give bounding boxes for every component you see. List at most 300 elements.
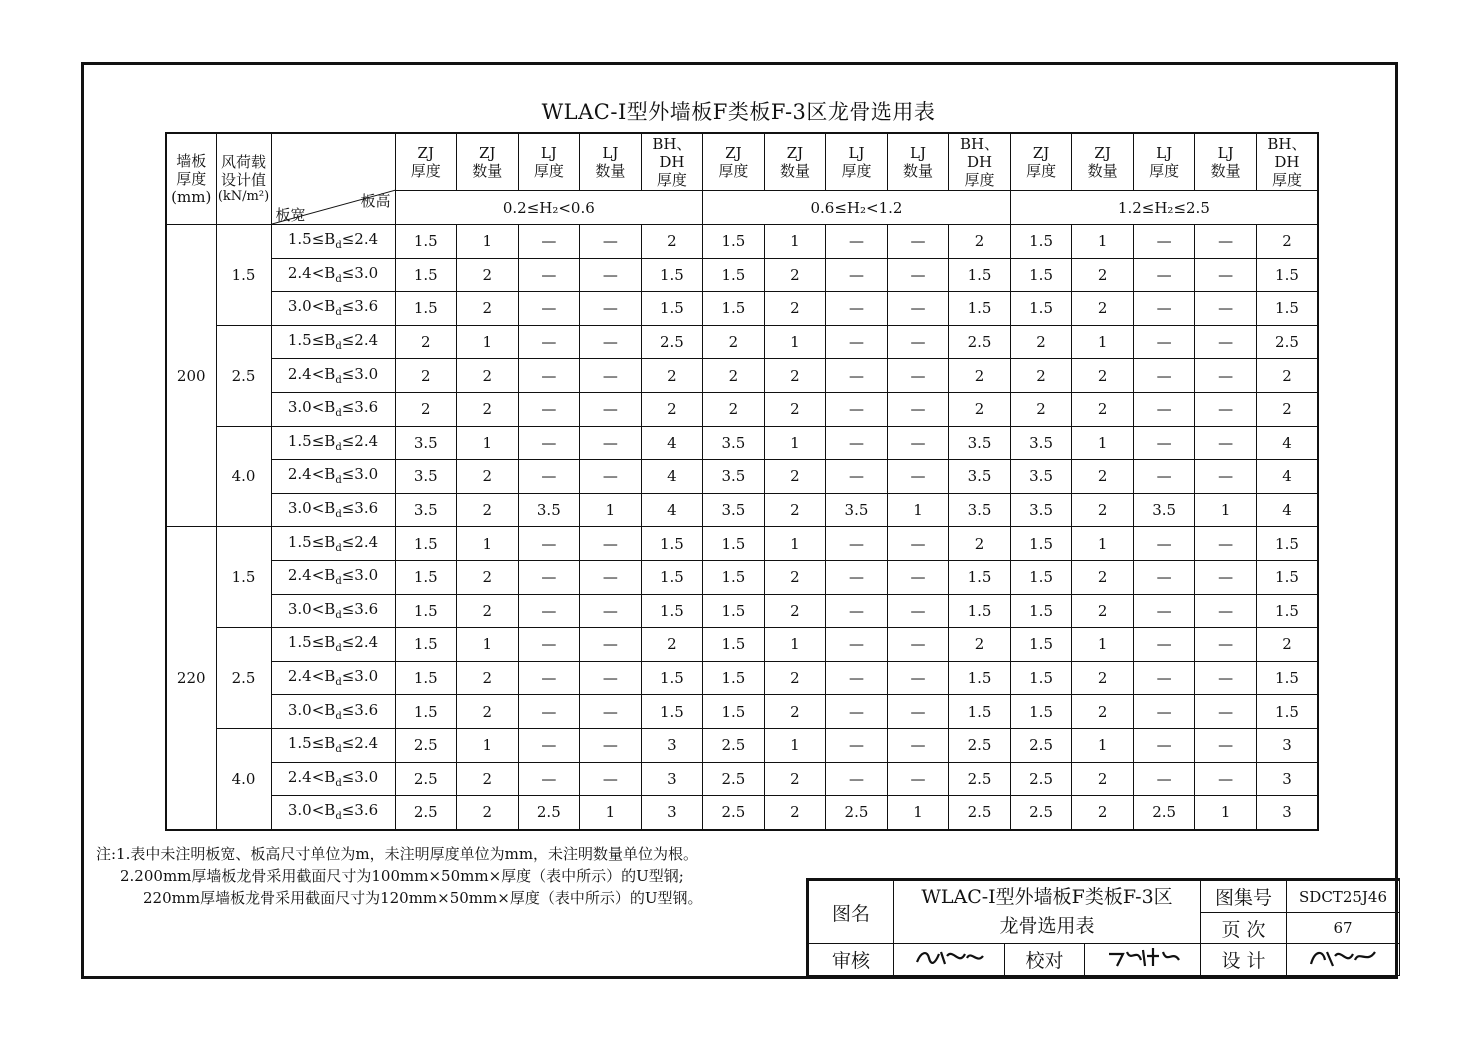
table-cell: 2.5: [395, 728, 457, 762]
table-cell: —: [826, 594, 888, 628]
table-cell: —: [1195, 728, 1257, 762]
table-cell: —: [1195, 426, 1257, 460]
table-cell: 1.5: [641, 560, 703, 594]
table-cell: 2.5: [395, 796, 457, 830]
table-cell: 2: [1072, 493, 1134, 527]
table-cell: 1.5: [949, 258, 1011, 292]
table-cell: 1.5: [949, 292, 1011, 326]
table-cell: 1.5: [395, 258, 457, 292]
table-cell: —: [1133, 359, 1195, 393]
table-cell: —: [580, 292, 642, 326]
table-cell: —: [826, 661, 888, 695]
table-cell: —: [580, 527, 642, 561]
table-cell: 1.5: [949, 594, 1011, 628]
table-cell: 1: [580, 796, 642, 830]
table-cell: —: [1133, 258, 1195, 292]
col-header: ZJ 数量: [1072, 133, 1134, 191]
table-cell: —: [1133, 695, 1195, 729]
design-signature-mark: [1303, 944, 1383, 970]
wind-load-cell: 1.5: [216, 225, 271, 326]
wind-load-cell: 4.0: [216, 426, 271, 527]
table-cell: 1.5: [949, 661, 1011, 695]
table-cell: 2: [1256, 359, 1318, 393]
table-cell: 3: [1256, 796, 1318, 830]
table-cell: 3: [1256, 728, 1318, 762]
table-cell: —: [1133, 560, 1195, 594]
table-cell: —: [887, 527, 949, 561]
table-cell: 1.5: [1256, 695, 1318, 729]
keel-selection-table: [165, 132, 1319, 831]
wall-thickness-cell: 200: [166, 225, 216, 527]
table-cell: 1.5: [641, 695, 703, 729]
table-cell: 1: [580, 493, 642, 527]
table-cell: 2: [641, 225, 703, 259]
table-cell: 2: [1010, 359, 1072, 393]
table-cell: —: [1195, 560, 1257, 594]
table-cell: —: [1195, 359, 1257, 393]
table-row: [166, 392, 1318, 426]
table-cell: 2.5: [949, 762, 1011, 796]
table-cell: 1.5: [1010, 594, 1072, 628]
table-cell: 1: [887, 796, 949, 830]
table-cell: —: [826, 762, 888, 796]
table-cell: 2: [1072, 392, 1134, 426]
table-cell: 2: [395, 359, 457, 393]
table-cell: 1: [1072, 325, 1134, 359]
table-row: [166, 796, 1318, 830]
table-cell: 2: [703, 359, 765, 393]
table-cell: 1.5: [1010, 695, 1072, 729]
table-cell: —: [887, 225, 949, 259]
table-cell: 2.5: [703, 762, 765, 796]
table-row: [166, 560, 1318, 594]
table-cell: 2: [764, 560, 826, 594]
height-range-header: 1.2≤H₂≤2.5: [1010, 191, 1318, 225]
table-cell: —: [826, 527, 888, 561]
table-cell: 2: [457, 359, 519, 393]
table-cell: 1.5: [1010, 258, 1072, 292]
table-cell: 1: [764, 225, 826, 259]
table-cell: 2: [949, 527, 1011, 561]
note-1: 注:1.表中未注明板宽、板高尺寸单位为m，未注明厚度单位为mm，未注明数量单位为根。: [96, 845, 699, 863]
page-value: 67: [1287, 913, 1400, 944]
table-cell: —: [1133, 392, 1195, 426]
width-range-cell: $1.5\le B_d\le 2.4$: [271, 426, 395, 460]
table-cell: 2.5: [1010, 762, 1072, 796]
table-cell: 2.5: [395, 762, 457, 796]
table-cell: 2: [703, 392, 765, 426]
table-cell: —: [580, 762, 642, 796]
table-cell: 1.5: [1256, 527, 1318, 561]
table-cell: —: [1133, 594, 1195, 628]
table-cell: 1: [457, 426, 519, 460]
table-cell: —: [518, 661, 580, 695]
table-row: [166, 292, 1318, 326]
table-cell: —: [518, 426, 580, 460]
table-cell: 1.5: [641, 594, 703, 628]
width-range-cell: $2.4<B_d\le 3.0$: [271, 258, 395, 292]
table-cell: —: [580, 392, 642, 426]
table-cell: 1: [1072, 628, 1134, 662]
table-row: [166, 661, 1318, 695]
wind-load-cell: 4.0: [216, 728, 271, 829]
table-cell: 3: [641, 796, 703, 830]
table-cell: 4: [1256, 426, 1318, 460]
table-cell: —: [1195, 325, 1257, 359]
table-cell: 1.5: [703, 594, 765, 628]
table-cell: 1: [1072, 426, 1134, 460]
table-cell: 1: [887, 493, 949, 527]
review-label: 审核: [808, 944, 894, 976]
table-cell: —: [1133, 426, 1195, 460]
table-cell: —: [580, 225, 642, 259]
col-header: LJ 数量: [887, 133, 949, 191]
width-range-cell: $1.5\le B_d\le 2.4$: [271, 728, 395, 762]
title-block: [806, 878, 1400, 976]
table-cell: 2: [1256, 392, 1318, 426]
table-cell: 2: [457, 762, 519, 796]
table-cell: —: [518, 527, 580, 561]
width-range-cell: $3.0<B_d\le 3.6$: [271, 292, 395, 326]
table-cell: 2: [457, 695, 519, 729]
diag-label-height: 板高: [360, 192, 391, 210]
table-row: [166, 728, 1318, 762]
width-range-cell: $3.0<B_d\le 3.6$: [271, 796, 395, 830]
drawing-name-value: WLAC-Ⅰ型外墙板F类板F-3区 龙骨选用表: [894, 880, 1201, 944]
table-cell: —: [1133, 292, 1195, 326]
table-row: [166, 325, 1318, 359]
table-cell: 2: [641, 628, 703, 662]
table-cell: —: [1133, 661, 1195, 695]
table-cell: —: [518, 258, 580, 292]
table-cell: 2: [764, 594, 826, 628]
table-cell: 2: [764, 762, 826, 796]
table-cell: 2: [949, 225, 1011, 259]
col-header: ZJ 数量: [457, 133, 519, 191]
table-cell: 1.5: [1010, 292, 1072, 326]
wind-load-header: 风荷载 设计值 (kN/m²): [216, 133, 271, 225]
table-cell: 2: [1072, 695, 1134, 729]
table-cell: —: [826, 292, 888, 326]
table-cell: 1.5: [703, 527, 765, 561]
table-cell: 1.5: [949, 560, 1011, 594]
table-cell: —: [1133, 527, 1195, 561]
table-cell: 2: [764, 258, 826, 292]
table-cell: 1.5: [703, 560, 765, 594]
table-cell: —: [826, 359, 888, 393]
table-cell: 1.5: [1010, 628, 1072, 662]
table-cell: 3.5: [703, 426, 765, 460]
table-cell: 3: [641, 728, 703, 762]
wind-load-cell: 2.5: [216, 628, 271, 729]
table-cell: 2: [1072, 460, 1134, 494]
table-cell: 1.5: [395, 594, 457, 628]
table-cell: —: [1195, 460, 1257, 494]
table-cell: —: [1133, 628, 1195, 662]
table-cell: —: [580, 661, 642, 695]
table-cell: —: [580, 426, 642, 460]
col-header: BH、DH 厚度: [641, 133, 703, 191]
table-cell: 2: [1072, 359, 1134, 393]
table-cell: —: [887, 325, 949, 359]
table-cell: —: [1195, 762, 1257, 796]
table-cell: 2.5: [949, 796, 1011, 830]
table-cell: —: [1195, 258, 1257, 292]
table-row: [166, 493, 1318, 527]
table-cell: —: [1133, 460, 1195, 494]
check-signature-mark: [1103, 944, 1183, 970]
table-cell: 2: [764, 359, 826, 393]
table-cell: —: [826, 325, 888, 359]
table-cell: 1.5: [641, 292, 703, 326]
header-row: [166, 133, 1318, 191]
table-cell: 2: [457, 661, 519, 695]
table-cell: 1.5: [395, 628, 457, 662]
table-cell: —: [518, 728, 580, 762]
table-cell: 2.5: [703, 728, 765, 762]
width-range-cell: $2.4<B_d\le 3.0$: [271, 661, 395, 695]
table-cell: 2: [1010, 392, 1072, 426]
table-cell: 1.5: [395, 527, 457, 561]
table-cell: —: [887, 695, 949, 729]
table-row: [166, 762, 1318, 796]
table-cell: —: [1195, 628, 1257, 662]
table-cell: 2.5: [1133, 796, 1195, 830]
table-cell: 3.5: [1010, 426, 1072, 460]
table-cell: 2: [1256, 628, 1318, 662]
table-cell: 2: [457, 460, 519, 494]
col-header: ZJ 厚度: [395, 133, 457, 191]
width-range-cell: $2.4<B_d\le 3.0$: [271, 359, 395, 393]
table-cell: —: [518, 762, 580, 796]
table-cell: 1.5: [703, 258, 765, 292]
table-cell: —: [518, 594, 580, 628]
table-cell: 2.5: [703, 796, 765, 830]
table-row: [166, 527, 1318, 561]
table-cell: —: [580, 258, 642, 292]
table-cell: 1: [457, 325, 519, 359]
table-cell: 2.5: [949, 325, 1011, 359]
table-cell: 3.5: [395, 493, 457, 527]
wall-thickness-cell: 220: [166, 527, 216, 830]
width-range-cell: $1.5\le B_d\le 2.4$: [271, 527, 395, 561]
col-header: LJ 厚度: [826, 133, 888, 191]
table-cell: —: [887, 762, 949, 796]
col-header: LJ 厚度: [518, 133, 580, 191]
table-cell: 1.5: [641, 527, 703, 561]
table-cell: 1.5: [395, 292, 457, 326]
table-cell: 4: [1256, 493, 1318, 527]
table-cell: 1: [1072, 728, 1134, 762]
table-cell: 1.5: [1256, 258, 1318, 292]
wind-load-cell: 2.5: [216, 325, 271, 426]
width-range-cell: $2.4<B_d\le 3.0$: [271, 762, 395, 796]
table-cell: 2: [703, 325, 765, 359]
table-cell: —: [887, 258, 949, 292]
table-cell: —: [826, 628, 888, 662]
table-cell: 1: [1195, 493, 1257, 527]
table-cell: 1.5: [395, 661, 457, 695]
table-cell: 1.5: [1010, 661, 1072, 695]
table-cell: 2: [457, 292, 519, 326]
table-cell: 2: [764, 661, 826, 695]
table-cell: —: [1195, 661, 1257, 695]
table-cell: 1: [457, 728, 519, 762]
table-cell: 2.5: [826, 796, 888, 830]
table-cell: 1: [764, 527, 826, 561]
col-header: LJ 数量: [1195, 133, 1257, 191]
table-cell: 2: [949, 359, 1011, 393]
table-cell: —: [580, 359, 642, 393]
table-cell: 2: [641, 359, 703, 393]
table-cell: —: [580, 728, 642, 762]
table-cell: —: [518, 359, 580, 393]
table-cell: —: [887, 292, 949, 326]
table-cell: —: [518, 628, 580, 662]
table-cell: 4: [641, 460, 703, 494]
wall-thickness-header: 墙板 厚度 (mm): [166, 133, 216, 225]
table-cell: 1.5: [1256, 292, 1318, 326]
height-range-header: 0.6≤H₂<1.2: [703, 191, 1011, 225]
table-row: [166, 460, 1318, 494]
table-cell: —: [826, 560, 888, 594]
table-cell: 4: [641, 426, 703, 460]
table-cell: 1.5: [1256, 661, 1318, 695]
table-cell: —: [826, 728, 888, 762]
drawing-name-label: 图名: [808, 880, 894, 944]
col-header: ZJ 厚度: [703, 133, 765, 191]
table-cell: 2: [457, 258, 519, 292]
table-cell: 3.5: [703, 460, 765, 494]
table-cell: 2: [1072, 661, 1134, 695]
review-signature-mark: [909, 944, 989, 970]
table-cell: —: [1195, 695, 1257, 729]
table-cell: 1: [764, 628, 826, 662]
table-cell: 3.5: [395, 426, 457, 460]
col-header: LJ 厚度: [1133, 133, 1195, 191]
table-cell: —: [887, 594, 949, 628]
table-cell: —: [580, 560, 642, 594]
table-cell: 1: [1195, 796, 1257, 830]
width-range-cell: $1.5\le B_d\le 2.4$: [271, 225, 395, 259]
table-cell: 1: [457, 225, 519, 259]
table-cell: 2.5: [1010, 728, 1072, 762]
table-cell: 1.5: [1010, 527, 1072, 561]
table-cell: —: [580, 325, 642, 359]
table-cell: —: [826, 426, 888, 460]
table-cell: 1.5: [641, 258, 703, 292]
table-cell: —: [826, 460, 888, 494]
table-row: [166, 359, 1318, 393]
design-signature: [1287, 944, 1400, 976]
table-cell: 1.5: [1256, 594, 1318, 628]
table-cell: 3.5: [518, 493, 580, 527]
review-signature: [894, 944, 1005, 976]
table-cell: 3.5: [1010, 493, 1072, 527]
note-3: 220mm厚墙板龙骨采用截面尺寸为120mm×50mm×厚度（表中所示）的U型钢。: [143, 889, 703, 907]
width-range-cell: $3.0<B_d\le 3.6$: [271, 493, 395, 527]
table-cell: 2: [641, 392, 703, 426]
page-label: 页 次: [1201, 913, 1287, 944]
table-cell: 3.5: [949, 460, 1011, 494]
table-cell: —: [1195, 527, 1257, 561]
table-cell: —: [580, 460, 642, 494]
width-range-cell: $1.5\le B_d\le 2.4$: [271, 628, 395, 662]
table-row: [166, 594, 1318, 628]
table-cell: 2: [1072, 762, 1134, 796]
table-cell: 1: [1072, 225, 1134, 259]
table-cell: 3.5: [703, 493, 765, 527]
table-cell: 4: [1256, 460, 1318, 494]
table-cell: —: [826, 695, 888, 729]
width-range-cell: $3.0<B_d\le 3.6$: [271, 594, 395, 628]
table-cell: 2: [1072, 258, 1134, 292]
table-cell: —: [580, 628, 642, 662]
table-cell: 1.5: [703, 292, 765, 326]
table-cell: —: [518, 460, 580, 494]
table-cell: —: [887, 392, 949, 426]
table-cell: 1: [764, 426, 826, 460]
check-label: 校对: [1005, 944, 1085, 976]
table-cell: 2: [395, 325, 457, 359]
col-header: ZJ 数量: [764, 133, 826, 191]
table-row: [166, 225, 1318, 259]
table-row: [166, 628, 1318, 662]
table-cell: 2: [457, 392, 519, 426]
table-cell: 2: [764, 292, 826, 326]
table-cell: —: [518, 392, 580, 426]
table-cell: 2.5: [1010, 796, 1072, 830]
table-cell: 1.5: [703, 661, 765, 695]
width-range-cell: $2.4<B_d\le 3.0$: [271, 560, 395, 594]
table-row: [166, 426, 1318, 460]
table-cell: 1.5: [1010, 560, 1072, 594]
table-cell: —: [518, 225, 580, 259]
table-cell: 3.5: [949, 493, 1011, 527]
wind-load-cell: 1.5: [216, 527, 271, 628]
table-cell: 1.5: [703, 225, 765, 259]
table-cell: 2: [764, 796, 826, 830]
table-cell: —: [1195, 292, 1257, 326]
width-range-cell: $3.0<B_d\le 3.6$: [271, 695, 395, 729]
width-range-cell: $3.0<B_d\le 3.6$: [271, 392, 395, 426]
table-cell: 1.5: [949, 695, 1011, 729]
table-cell: 2: [1072, 292, 1134, 326]
table-cell: —: [826, 392, 888, 426]
table-cell: —: [1133, 325, 1195, 359]
table-cell: 3: [641, 762, 703, 796]
table-cell: 2: [1072, 594, 1134, 628]
table-cell: 2.5: [949, 728, 1011, 762]
table-cell: 1: [764, 325, 826, 359]
table-cell: 2: [1010, 325, 1072, 359]
table-cell: 1.5: [1010, 225, 1072, 259]
table-cell: —: [580, 594, 642, 628]
table-cell: —: [887, 628, 949, 662]
table-cell: 2: [949, 628, 1011, 662]
table-cell: —: [1133, 762, 1195, 796]
table-cell: 2: [764, 460, 826, 494]
table-cell: 3: [1256, 762, 1318, 796]
table-cell: 2: [1256, 225, 1318, 259]
table-cell: 3.5: [395, 460, 457, 494]
table-cell: —: [826, 225, 888, 259]
width-range-cell: $2.4<B_d\le 3.0$: [271, 460, 395, 494]
table-cell: 3.5: [949, 426, 1011, 460]
table-cell: 1.5: [395, 225, 457, 259]
note-2: 2.200mm厚墙板龙骨采用截面尺寸为100mm×50mm×厚度（表中所示）的U型钢;: [120, 867, 684, 885]
table-cell: —: [887, 359, 949, 393]
